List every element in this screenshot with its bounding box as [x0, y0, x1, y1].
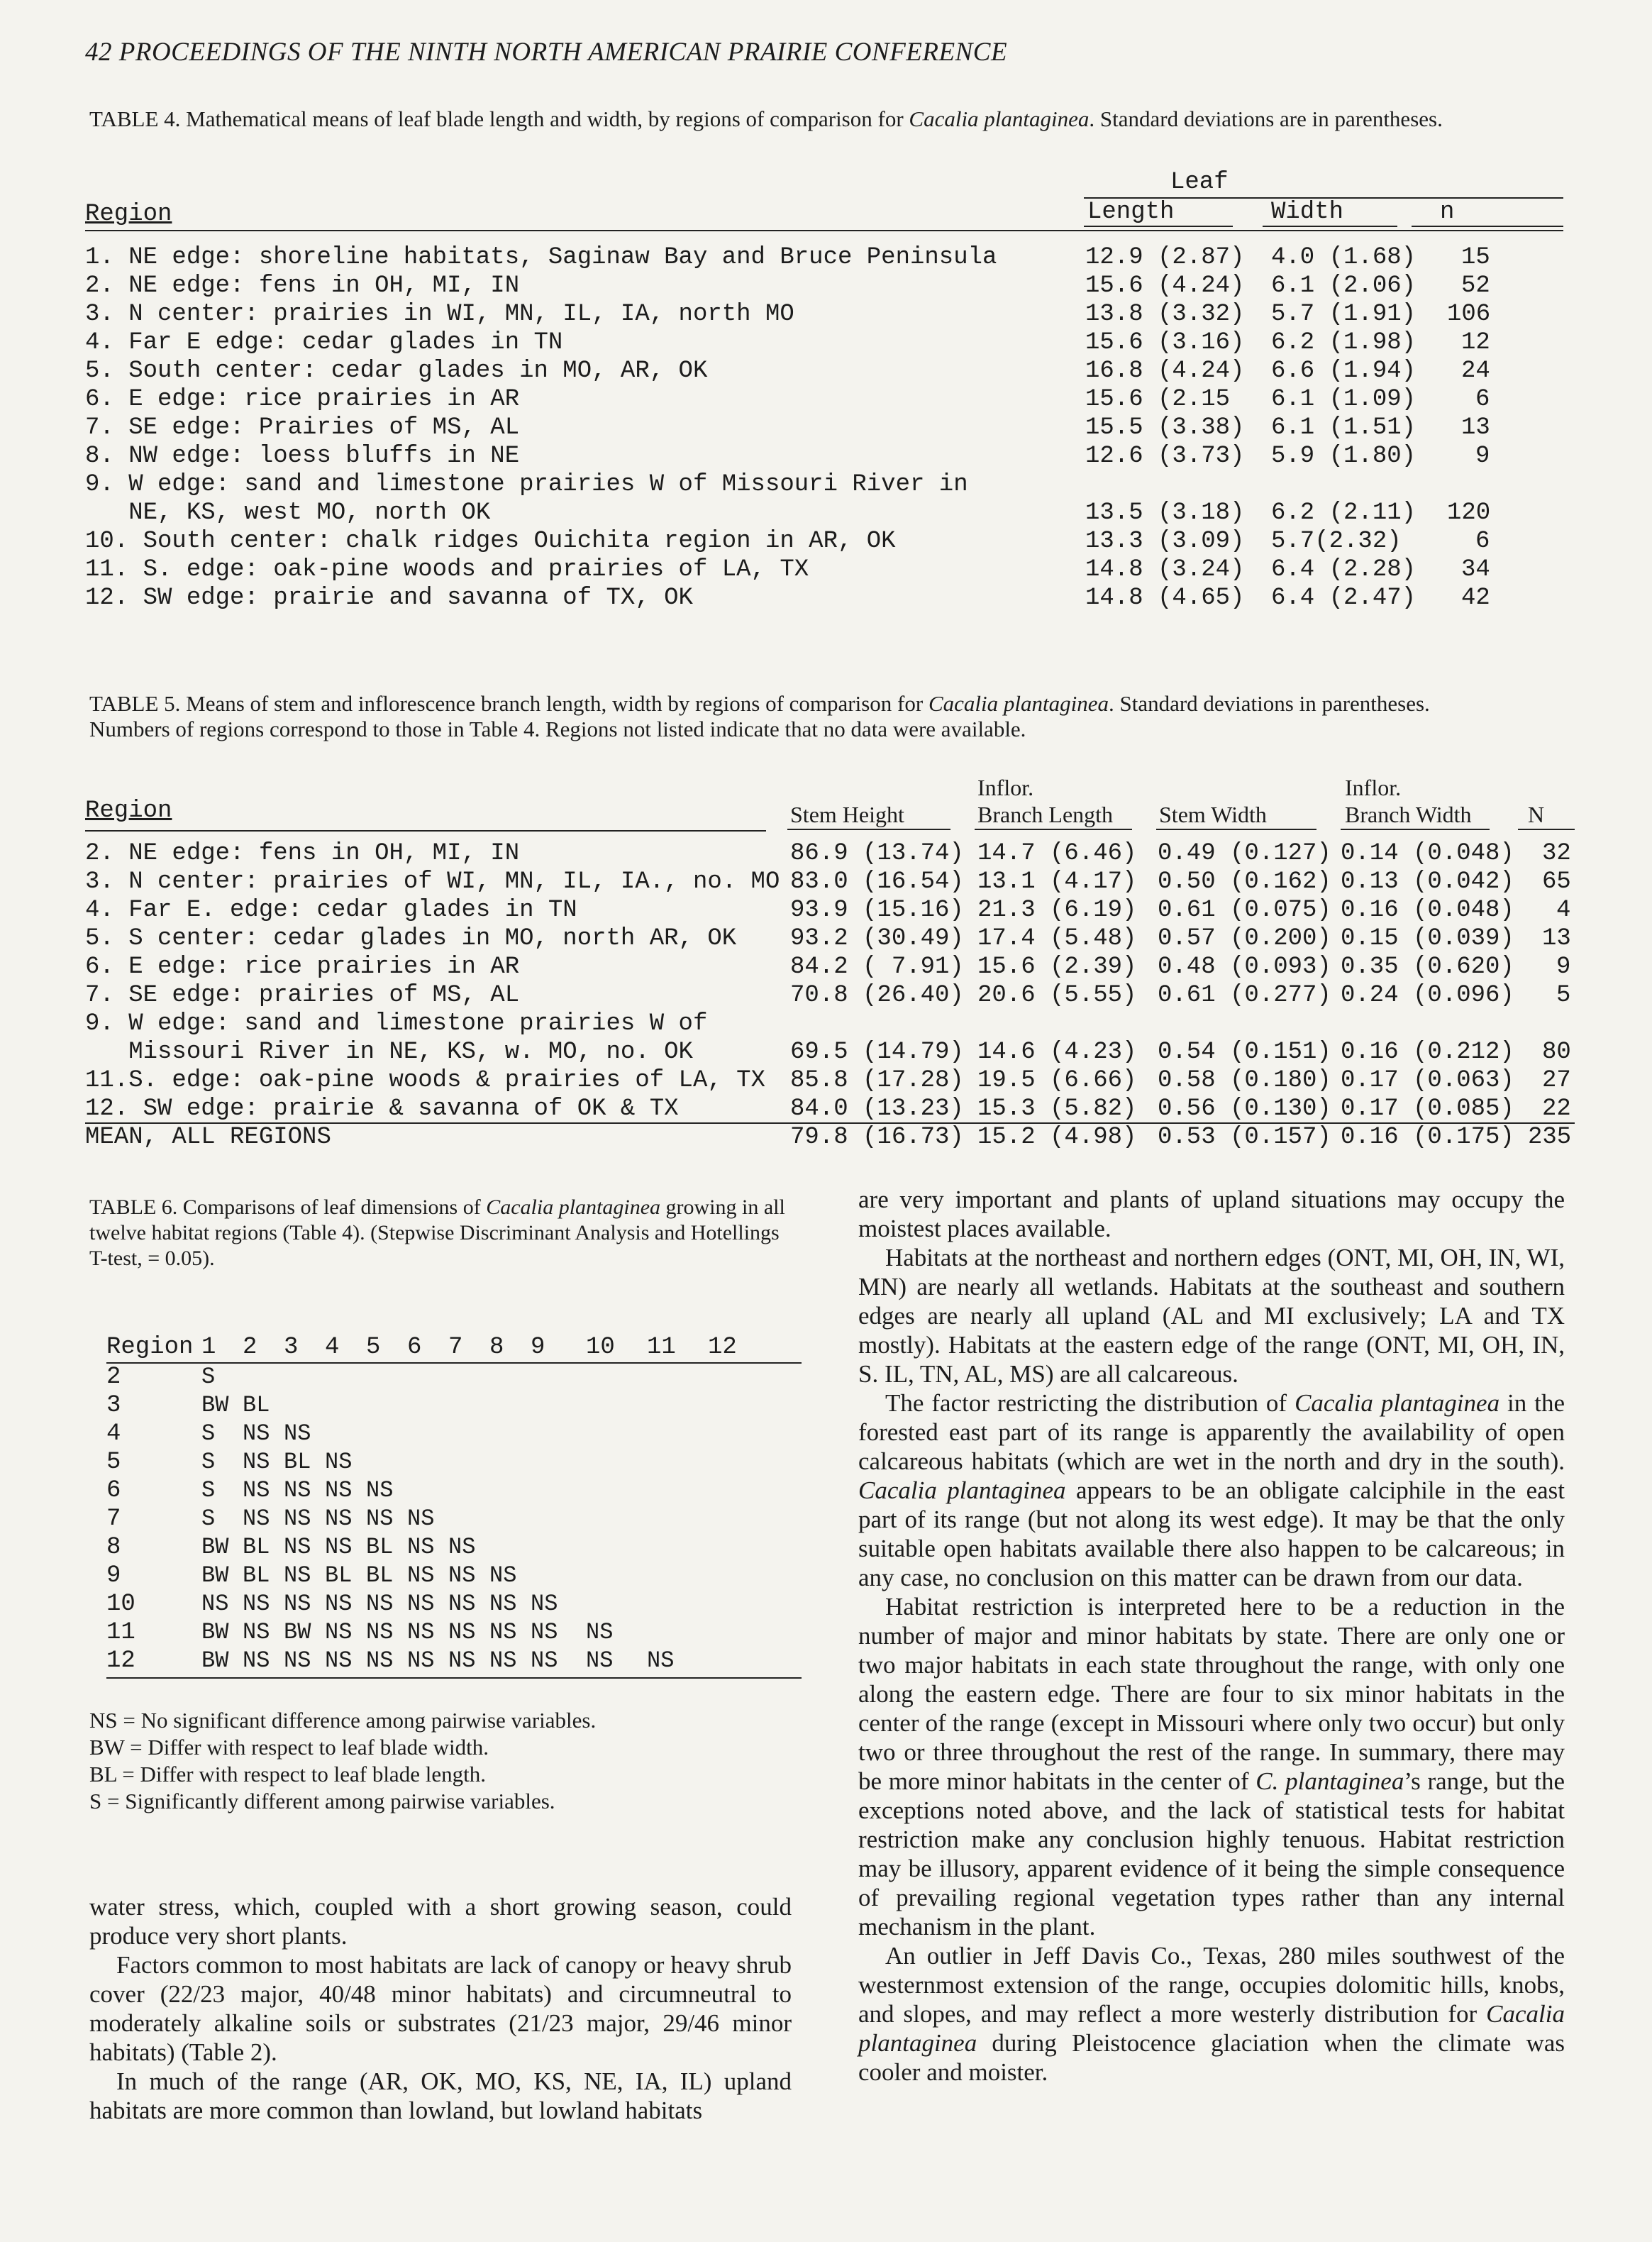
- table6-cell: NS: [489, 1619, 517, 1645]
- table4-n-rule: [1412, 226, 1563, 227]
- table6-cell: NS: [531, 1647, 558, 1674]
- table6-cell: NS: [325, 1449, 353, 1475]
- table6-cell: BW: [201, 1392, 229, 1418]
- table6-header-cell: 12: [708, 1334, 737, 1361]
- table5-row-stem-height: 79.8 (16.73): [790, 1124, 964, 1151]
- table6-caption-species: Cacalia plantaginea: [486, 1195, 661, 1219]
- table4-row-n: 52: [1461, 272, 1490, 299]
- table5-row-region: 4. Far E. edge: cedar glades in TN: [85, 897, 577, 924]
- table4-row-region: 11. S. edge: oak-pine woods and prairies of LA, TX: [85, 556, 809, 583]
- table5-row-region: 12. SW edge: prairie & savanna of OK & TX: [85, 1095, 679, 1122]
- body-right-p5: [858, 1941, 1565, 2087]
- table5-row-stem-width: 0.56 (0.130): [1158, 1095, 1331, 1122]
- table5-row-n: 5: [1556, 982, 1571, 1009]
- body-left-p2: Factors common to most habitats are lack of canopy or heavy shrub cover (22/23 major, 40/48 minor habitats) and circumneutral to moderately alkaline soils or substrates (21/23 major, 29/46 minor habitats) (Table 2).: [89, 1951, 792, 2066]
- table6-cell: NS: [366, 1506, 394, 1532]
- p3-text-a: The factor restricting the distribution of: [885, 1389, 1295, 1417]
- table5-inflor-header-1: Inflor.: [977, 775, 1034, 800]
- table5-row-branch-width: 0.15 (0.039): [1341, 925, 1514, 952]
- table4-row-n: 42: [1461, 585, 1490, 612]
- table6-row-label: 7: [106, 1506, 121, 1533]
- table5-bl-rule: [975, 829, 1132, 830]
- table4-row-region: 12. SW edge: prairie and savanna of TX, OK: [85, 585, 693, 612]
- table5-row-stem-height: 85.8 (17.28): [790, 1067, 964, 1094]
- table6-cell: BL: [366, 1534, 394, 1560]
- table5-caption-species: Cacalia plantaginea: [928, 691, 1109, 716]
- table5-row-n: 65: [1542, 868, 1571, 895]
- table6-cell: BW: [284, 1619, 311, 1645]
- table4-row-n: 15: [1461, 244, 1490, 271]
- table6-cell: S: [201, 1420, 216, 1447]
- table6-cell: NS: [407, 1591, 435, 1617]
- p3-text-b: in the forested east part of its range is apparently the availability of open calcareous habitats (which are wet in the north and dry in the south).: [858, 1389, 1565, 1475]
- table4-row-width: 6.6 (1.94): [1271, 358, 1417, 385]
- table5-row-region: 3. N center: prairies of WI, MN, IL, IA., no. MO: [85, 868, 780, 895]
- table5-row-branch-length: 19.5 (6.66): [977, 1067, 1137, 1094]
- table4-row-width: 6.2 (2.11): [1271, 499, 1417, 526]
- table6-cell: NS: [243, 1506, 270, 1532]
- p3-species-2: Cacalia plantaginea: [858, 1476, 1066, 1504]
- table5-row-stem-height: 84.0 (13.23): [790, 1095, 964, 1122]
- table5-row-stem-height: 93.9 (15.16): [790, 897, 964, 924]
- table6-cell: NS: [366, 1477, 394, 1503]
- table6-header-cell: 7: [448, 1334, 463, 1361]
- table4-row-region: 8. NW edge: loess bluffs in NE: [85, 443, 520, 470]
- table6-cell: NS: [284, 1591, 311, 1617]
- table6-row-label: 8: [106, 1534, 121, 1561]
- table4-body: [85, 244, 1575, 613]
- table5-n-rule: [1518, 829, 1575, 830]
- table6-cell: NS: [448, 1562, 476, 1589]
- table5-row-branch-length: 15.6 (2.39): [977, 954, 1137, 981]
- table6-cell: S: [201, 1449, 216, 1475]
- table4-row-region: 7. SE edge: Prairies of MS, AL: [85, 414, 520, 441]
- table5-sh-rule: [787, 829, 950, 830]
- table6-cell: NS: [407, 1562, 435, 1589]
- body-left-p3: In much of the range (AR, OK, MO, KS, NE, IA, IL) upland habitats are more common than lowland, but lowland habitats: [89, 2067, 792, 2124]
- table4-row-n: 9: [1475, 443, 1490, 470]
- table6-cell: NS: [325, 1647, 353, 1674]
- table4-row-n: 106: [1447, 301, 1491, 328]
- table5-row-branch-width: 0.16 (0.175): [1341, 1124, 1514, 1151]
- table6-row-label: 12: [106, 1647, 135, 1674]
- table5-branch-width-header: Branch Width: [1345, 802, 1472, 827]
- p4-species: C. plantaginea: [1255, 1767, 1404, 1795]
- table5-row-n: 32: [1542, 840, 1571, 867]
- table5-row-n: 13: [1542, 925, 1571, 952]
- table6-header-cell: 6: [407, 1334, 422, 1361]
- table6-cell: BW: [201, 1534, 229, 1560]
- table6-cell: NS: [325, 1591, 353, 1617]
- table4-row-region: 9. W edge: sand and limestone prairies W of Missouri River in: [85, 471, 968, 498]
- table5-row-stem-height: 86.9 (13.74): [790, 840, 964, 867]
- table6-header-cell: 1: [201, 1334, 216, 1361]
- table6-cell: NS: [531, 1619, 558, 1645]
- table4-row-width: 6.1 (1.09): [1271, 386, 1417, 413]
- table5-region-rule: [85, 830, 766, 832]
- body-right-p4: [858, 1592, 1565, 1941]
- table6-cell: NS: [586, 1647, 614, 1674]
- legend-bl: BL = Differ with respect to leaf blade length.: [89, 1762, 486, 1787]
- table6-cell: NS: [531, 1591, 558, 1617]
- table6-cell: NS: [284, 1477, 311, 1503]
- table6-cell: NS: [284, 1506, 311, 1532]
- table5-row-stem-width: 0.53 (0.157): [1158, 1124, 1331, 1151]
- table4-row-width: 6.1 (2.06): [1271, 272, 1417, 299]
- table6-cell: NS: [448, 1619, 476, 1645]
- table4-row-length: 16.8 (4.24): [1085, 358, 1245, 385]
- body-right-p3: [858, 1388, 1565, 1592]
- table5-row-branch-width: 0.16 (0.212): [1341, 1039, 1514, 1066]
- table5-row-stem-height: 93.2 (30.49): [790, 925, 964, 952]
- table6-caption: [89, 1195, 792, 1271]
- table4-width-header: Width: [1271, 199, 1344, 226]
- table6-header-cell: 4: [325, 1334, 340, 1361]
- table4-header-rule: [85, 230, 1563, 231]
- table5-row-region: 9. W edge: sand and limestone prairies W of: [85, 1010, 708, 1037]
- table5-stem-width-header: Stem Width: [1159, 802, 1267, 827]
- table6-cell: BW: [201, 1562, 229, 1589]
- table5-row-branch-length: 21.3 (6.19): [977, 897, 1137, 924]
- p4-text-b: ’s range, but the exceptions noted above, and the lack of statistical tests for habitat restriction make any conclusion highly tenuous. Habitat restriction may be illusory, apparent evidence of it being the simple consequence of prevailing regional vegetation types rather than any internal mechanism in the plant.: [858, 1767, 1565, 1940]
- table6-cell: NS: [243, 1591, 270, 1617]
- table4-row-region: 6. E edge: rice prairies in AR: [85, 386, 520, 413]
- table6-caption-suffix: growing in all twelve habitat regions (Table 4). (Stepwise Discriminant Analysis and Hotellings T-test, = 0.05).: [89, 1195, 785, 1270]
- table4-row-length: 13.5 (3.18): [1085, 499, 1245, 526]
- table6-header-cell: 8: [489, 1334, 504, 1361]
- table4-row-width: 6.4 (2.28): [1271, 556, 1417, 583]
- table6-header-cell: 10: [586, 1334, 615, 1361]
- table6-row-label: 3: [106, 1392, 121, 1419]
- table5-row-branch-width: 0.17 (0.085): [1341, 1095, 1514, 1122]
- body-left-column: [89, 1892, 792, 2125]
- table4-row-n: 120: [1447, 499, 1491, 526]
- table6-cell: NS: [489, 1562, 517, 1589]
- table4-row-width: 5.7(2.32): [1271, 528, 1402, 555]
- table6-cell: NS: [284, 1562, 311, 1589]
- legend-ns: NS = No significant difference among pairwise variables.: [89, 1708, 597, 1733]
- table4-caption-prefix: TABLE 4. Mathematical means of leaf blade length and width, by regions of comparison for: [89, 106, 909, 131]
- table6-cell: S: [201, 1364, 216, 1390]
- table4-row-width: 5.7 (1.91): [1271, 301, 1417, 328]
- table5-row-stem-width: 0.58 (0.180): [1158, 1067, 1331, 1094]
- p3-text-c: appears to be an obligate calciphile in the east part of its range (but not along its west edge). It may be that the only suitable open habitats available there also happen to be calcareous; in any case, no conclusion on this matter can be drawn from our data.: [858, 1476, 1565, 1591]
- table6-row-label: 6: [106, 1477, 121, 1504]
- table4-row-width: 6.2 (1.98): [1271, 329, 1417, 356]
- table6-cell: NS: [243, 1449, 270, 1475]
- table5-row-branch-length: 20.6 (5.55): [977, 982, 1137, 1009]
- table4-row-length: 14.8 (3.24): [1085, 556, 1245, 583]
- table5-row-region: MEAN, ALL REGIONS: [85, 1124, 331, 1151]
- table6-row-label: 10: [106, 1591, 135, 1618]
- table6-cell: NS: [325, 1534, 353, 1560]
- table4-row-width: 4.0 (1.68): [1271, 244, 1417, 271]
- table6-cell: BL: [243, 1392, 270, 1418]
- table6-cell: NS: [489, 1591, 517, 1617]
- body-right-column: [858, 1185, 1565, 2087]
- table5-row-region: 6. E edge: rice prairies in AR: [85, 954, 520, 981]
- p5-species: Cacalia plantaginea: [858, 2000, 1565, 2057]
- table6-header-cell: 11: [647, 1334, 676, 1361]
- table5-row-n: 4: [1556, 897, 1571, 924]
- table4-row-length: 15.5 (3.38): [1085, 414, 1245, 441]
- table6-grid: [106, 1334, 802, 1689]
- table4-n-header: n: [1440, 199, 1455, 226]
- table5-caption-line2: Numbers of regions correspond to those in Table 4. Regions not listed indicate that no data were available.: [89, 717, 1026, 741]
- table5-row-region: 11.S. edge: oak-pine woods & prairies of LA, TX: [85, 1067, 765, 1094]
- table6-cell: NS: [366, 1591, 394, 1617]
- table4-row-n: 6: [1475, 386, 1490, 413]
- table4-row-region: 3. N center: prairies in WI, MN, IL, IA, north MO: [85, 301, 794, 328]
- table5-row-stem-width: 0.48 (0.093): [1158, 954, 1331, 981]
- table5-row-stem-width: 0.57 (0.200): [1158, 925, 1331, 952]
- table5-caption: [89, 691, 1579, 742]
- table6-cell: NS: [284, 1534, 311, 1560]
- table4-row-region: 1. NE edge: shoreline habitats, Saginaw Bay and Bruce Peninsula: [85, 244, 997, 271]
- table4-caption-species: Cacalia plantaginea: [909, 106, 1090, 131]
- table6-cell: NS: [366, 1619, 394, 1645]
- table6-cell: NS: [243, 1420, 270, 1447]
- table5-row-branch-length: 17.4 (5.48): [977, 925, 1137, 952]
- table6-row-label: 2: [106, 1364, 121, 1391]
- table5-row-stem-width: 0.50 (0.162): [1158, 868, 1331, 895]
- table5-row-stem-width: 0.61 (0.075): [1158, 897, 1331, 924]
- table5-caption-prefix: TABLE 5. Means of stem and inflorescence branch length, width by regions of comparison for: [89, 691, 928, 716]
- table6-cell: NS: [284, 1647, 311, 1674]
- table5-body: [85, 840, 1582, 1152]
- table4-row-n: 6: [1475, 528, 1490, 555]
- table5-row-n: 80: [1542, 1039, 1571, 1066]
- table6-cell: NS: [201, 1591, 229, 1617]
- table6-row-label: 11: [106, 1619, 135, 1646]
- table6-row-label: 5: [106, 1449, 121, 1476]
- table5-row-region: Missouri River in NE, KS, w. MO, no. OK: [85, 1039, 693, 1066]
- table6-cell: NS: [243, 1619, 270, 1645]
- table6-cell: NS: [448, 1647, 476, 1674]
- body-left-p1: water stress, which, coupled with a short growing season, could produce very short plants.: [89, 1893, 792, 1950]
- table5-row-stem-width: 0.49 (0.127): [1158, 840, 1331, 867]
- p3-species-1: Cacalia plantaginea: [1295, 1389, 1500, 1417]
- table6-cell: S: [201, 1506, 216, 1532]
- table5-row-branch-width: 0.17 (0.063): [1341, 1067, 1514, 1094]
- table6-cell: NS: [448, 1591, 476, 1617]
- table4-row-length: 15.6 (2.15: [1085, 386, 1231, 413]
- table6-cell: NS: [243, 1477, 270, 1503]
- table6-bottom-rule: [106, 1677, 802, 1679]
- p5-text-b: during Pleistocence glaciation when the climate was cooler and moister.: [858, 2029, 1565, 2086]
- table5-row-branch-length: 15.2 (4.98): [977, 1124, 1137, 1151]
- table6-cell: BL: [366, 1562, 394, 1589]
- table5-row-stem-width: 0.61 (0.277): [1158, 982, 1331, 1009]
- table6-cell: NS: [366, 1647, 394, 1674]
- table6-cell: NS: [243, 1647, 270, 1674]
- table6-cell: NS: [448, 1534, 476, 1560]
- table5-row-stem-height: 69.5 (14.79): [790, 1039, 964, 1066]
- table6-cell: BW: [201, 1647, 229, 1674]
- table6-row-label: 9: [106, 1562, 121, 1589]
- table6-cell: NS: [407, 1619, 435, 1645]
- table4-row-width: 6.1 (1.51): [1271, 414, 1417, 441]
- table4-row-n: 24: [1461, 358, 1490, 385]
- table5-row-branch-width: 0.35 (0.620): [1341, 954, 1514, 981]
- table4-row-length: 13.3 (3.09): [1085, 528, 1245, 555]
- table5-row-branch-length: 13.1 (4.17): [977, 868, 1137, 895]
- body-right-p1: are very important and plants of upland situations may occupy the moistest places available.: [858, 1186, 1565, 1242]
- table5-row-branch-width: 0.14 (0.048): [1341, 840, 1514, 867]
- table5-row-branch-width: 0.13 (0.042): [1341, 868, 1514, 895]
- table6-cell: NS: [407, 1647, 435, 1674]
- table4-row-n: 34: [1461, 556, 1490, 583]
- table4-row-n: 12: [1461, 329, 1490, 356]
- table5-row-stem-width: 0.54 (0.151): [1158, 1039, 1331, 1066]
- body-right-p2: Habitats at the northeast and northern edges (ONT, MI, OH, IN, WI, MN) are nearly all wetlands. Habitats at the southeast and southern edges are nearly all upland (AL and MI exclusively; LA and TX mostly). Habitats at the eastern edge of the range (ONT, MI, OH, IN, S. IL, TN, AL, MS) are all calcareous.: [858, 1244, 1565, 1388]
- table5-row-region: 5. S center: cedar glades in MO, north AR, OK: [85, 925, 737, 952]
- table4-caption: [89, 106, 1565, 132]
- table6-cell: NS: [407, 1506, 435, 1532]
- table5-row-region: 7. SE edge: prairies of MS, AL: [85, 982, 520, 1009]
- table6-cell: BW: [201, 1619, 229, 1645]
- table4-row-length: 13.8 (3.32): [1085, 301, 1245, 328]
- table5-row-branch-length: 14.6 (4.23): [977, 1039, 1137, 1066]
- table5-row-n: 9: [1556, 954, 1571, 981]
- p4-text-a: Habitat restriction is interpreted here to be a reduction in the number of major and minor habitats by state. There are only one or two major habitats in each state throughout the range, with only one along the eastern edge. There are four to six minor habitats in the center of the range (except in Missouri where only two occur) but only two or three throughout the rest of the range. In summary, there may be more minor habitats in the center of: [858, 1593, 1565, 1795]
- table6-cell: S: [201, 1477, 216, 1503]
- table4-row-region: NE, KS, west MO, north OK: [85, 499, 491, 526]
- table6-cell: NS: [586, 1619, 614, 1645]
- legend-s: S = Significantly different among pairwise variables.: [89, 1789, 555, 1813]
- table4-row-length: 14.8 (4.65): [1085, 585, 1245, 612]
- table6-cell: NS: [284, 1420, 311, 1447]
- table4-region-header: Region: [85, 201, 172, 228]
- table4-row-region: 4. Far E edge: cedar glades in TN: [85, 329, 563, 356]
- table5-row-branch-length: 15.3 (5.82): [977, 1095, 1137, 1122]
- table4-row-region: 5. South center: cedar glades in MO, AR, OK: [85, 358, 708, 385]
- table5-row-n: 27: [1542, 1067, 1571, 1094]
- p5-text-a: An outlier in Jeff Davis Co., Texas, 280 miles southwest of the westernmost extension of the range, occupies dolomitic hills, knobs, and slopes, and may reflect a more westerly distribution for: [858, 1942, 1565, 2028]
- table4-row-n: 13: [1461, 414, 1490, 441]
- table6-cell: BL: [243, 1562, 270, 1589]
- table5-n-header: N: [1528, 802, 1545, 827]
- table5-row-n: 22: [1542, 1095, 1571, 1122]
- table5-row-region: 2. NE edge: fens in OH, MI, IN: [85, 840, 520, 867]
- table6-cell: NS: [325, 1477, 353, 1503]
- table4-row-length: 12.9 (2.87): [1085, 244, 1245, 271]
- table4-length-header: Length: [1087, 199, 1175, 226]
- table5-bw-rule: [1341, 829, 1490, 830]
- table6-header-cell: 5: [366, 1334, 381, 1361]
- table6-row-label: 4: [106, 1420, 121, 1447]
- table6-cell: NS: [325, 1619, 353, 1645]
- table6-cell: NS: [407, 1534, 435, 1560]
- table4-caption-suffix: . Standard deviations are in parentheses.: [1089, 106, 1443, 131]
- table5-row-branch-width: 0.24 (0.096): [1341, 982, 1514, 1009]
- table5-inflor-header-2: Inflor.: [1345, 775, 1402, 800]
- table4-length-rule: [1084, 226, 1233, 227]
- table5-caption-suffix: . Standard deviations in parentheses.: [1108, 691, 1430, 716]
- table5-sw-rule: [1156, 829, 1316, 830]
- table6-caption-prefix: TABLE 6. Comparisons of leaf dimensions of: [89, 1195, 487, 1219]
- table6-header-cell: 9: [531, 1334, 545, 1361]
- table4-row-width: 5.9 (1.80): [1271, 443, 1417, 470]
- table5-row-stem-height: 84.2 ( 7.91): [790, 954, 964, 981]
- table5-stem-height-header: Stem Height: [790, 802, 904, 827]
- table5-region-header: Region: [85, 797, 172, 824]
- table6-cell: BL: [325, 1562, 353, 1589]
- table5-row-stem-height: 83.0 (16.54): [790, 868, 964, 895]
- table4-row-length: 12.6 (3.73): [1085, 443, 1245, 470]
- table5-row-stem-height: 70.8 (26.40): [790, 982, 964, 1009]
- table6-cell: NS: [489, 1647, 517, 1674]
- table4-row-region: 10. South center: chalk ridges Ouichita region in AR, OK: [85, 528, 896, 555]
- legend-bw: BW = Differ with respect to leaf blade width.: [89, 1735, 489, 1760]
- table4-row-region: 2. NE edge: fens in OH, MI, IN: [85, 272, 520, 299]
- table4-leaf-header: Leaf: [1170, 169, 1229, 196]
- table6-header-cell: 2: [243, 1334, 257, 1361]
- table6-cell: BL: [243, 1534, 270, 1560]
- table6-cell: BL: [284, 1449, 311, 1475]
- table4-width-rule: [1263, 226, 1397, 227]
- table6-header-cell: 3: [284, 1334, 299, 1361]
- running-head: 42 PROCEEDINGS OF THE NINTH NORTH AMERICAN PRAIRIE CONFERENCE: [85, 38, 1008, 67]
- table4-row-length: 15.6 (3.16): [1085, 329, 1245, 356]
- table6-cell: NS: [325, 1506, 353, 1532]
- table4-row-length: 15.6 (4.24): [1085, 272, 1245, 299]
- table6-header-cell: Region: [106, 1334, 194, 1361]
- table6-legend: [89, 1707, 799, 1815]
- table5-row-n: 235: [1528, 1124, 1572, 1151]
- table5-branch-length-header: Branch Length: [977, 802, 1114, 827]
- table5-row-branch-length: 14.7 (6.46): [977, 840, 1137, 867]
- table5-row-branch-width: 0.16 (0.048): [1341, 897, 1514, 924]
- table6-cell: NS: [647, 1647, 675, 1674]
- table4-row-width: 6.4 (2.47): [1271, 585, 1417, 612]
